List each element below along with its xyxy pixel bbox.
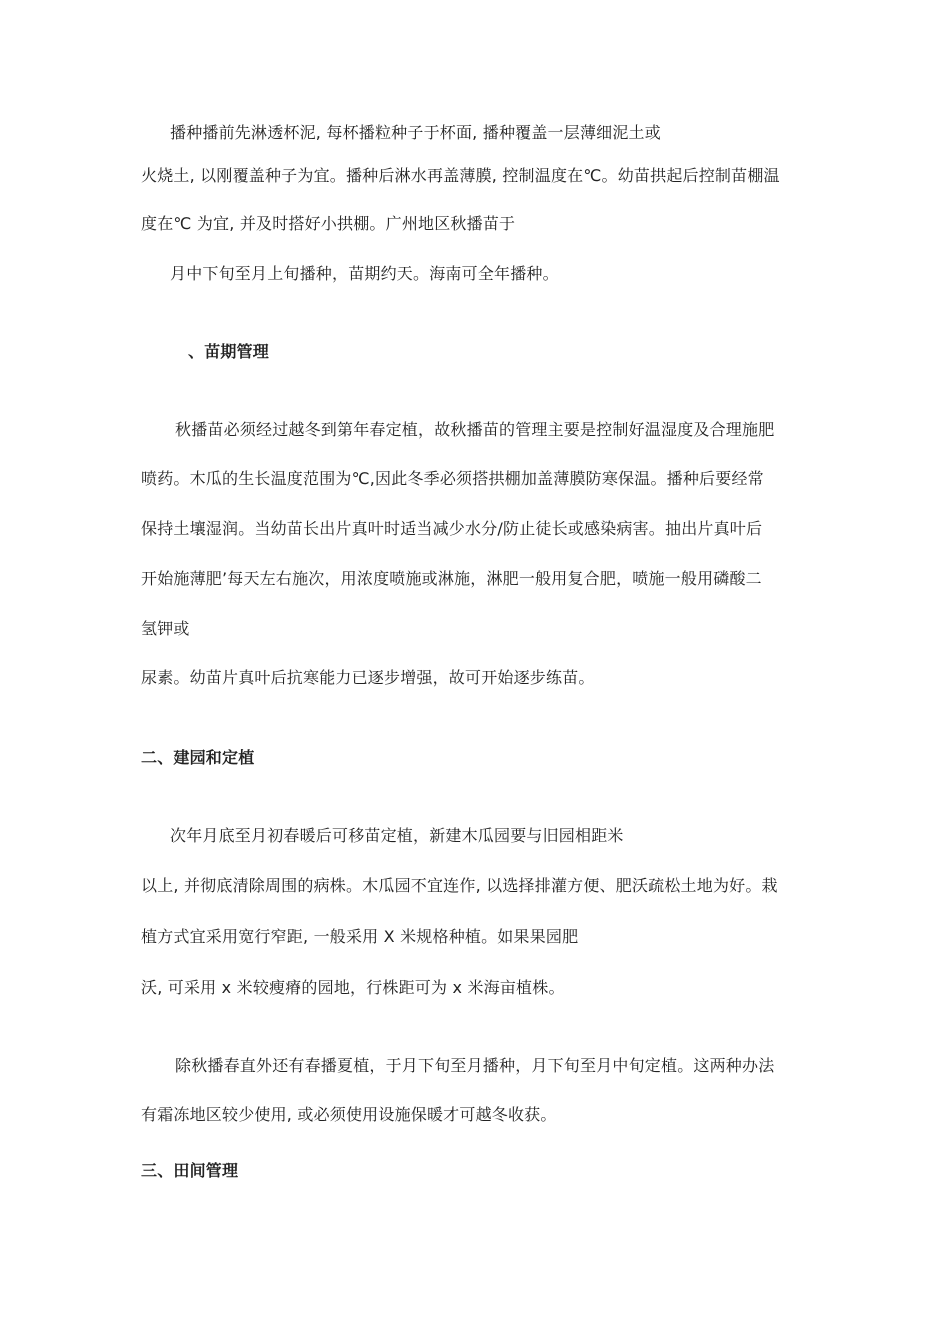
paragraph-line: 有霜冻地区较少使用, 或必须使用设施保暖才可越冬收获。 [141, 1105, 557, 1124]
paragraph-line: 氢钾或 [141, 619, 190, 638]
paragraph-line: 保持土壤湿润。当幼苗长出片真叶时适当减少水分/防止徒长或感染病害。抽出片真叶后 [141, 519, 763, 538]
paragraph-line: 植方式宜采用宽行窄距, 一般采用 X 米规格种植。如果果园肥 [141, 927, 579, 946]
paragraph-line: 月中下旬至月上旬播种，苗期约天。海南可全年播种。 [170, 264, 559, 283]
paragraph-line: 次年月底至月初春暖后可移苗定植，新建木瓜园要与旧园相距米 [170, 826, 624, 845]
paragraph-line: 沃, 可采用 x 米较瘦瘠的园地，行株距可为 x 米海亩植株。 [141, 978, 565, 997]
paragraph-line: 度在℃ 为宜, 并及时搭好小拱棚。广州地区秋播苗于 [141, 214, 516, 233]
paragraph-line: 开始施薄肥’每天左右施次，用浓度喷施或淋施，淋肥一般用复合肥，喷施一般用磷酸二 [141, 569, 762, 588]
section-heading: 三、田间管理 [141, 1161, 239, 1180]
paragraph-line: 火烧土, 以刚覆盖种子为宜。播种后淋水再盖薄膜, 控制温度在℃。幼苗拱起后控制苗棚温 [141, 166, 780, 185]
paragraph-line: 喷药。木瓜的生长温度范围为℃,因此冬季必须搭拱棚加盖薄膜防寒保温。播种后要经常 [141, 469, 764, 488]
paragraph-line: 秋播苗必须经过越冬到第年春定植，故秋播苗的管理主要是控制好温湿度及合理施肥 [175, 420, 775, 439]
paragraph-line: 播种播前先淋透杯泥, 每杯播粒种子于杯面, 播种覆盖一层薄细泥土或 [170, 123, 661, 142]
paragraph-line: 除秋播春直外还有春播夏植，于月下旬至月播种，月下旬至月中旬定植。这两种办法 [175, 1056, 775, 1075]
section-heading: 、苗期管理 [188, 342, 270, 361]
paragraph-line: 以上, 并彻底清除周围的病株。木瓜园不宜连作, 以选择排灌方便、肥沃疏松土地为好。栽 [141, 876, 778, 895]
paragraph-line: 尿素。幼苗片真叶后抗寒能力已逐步增强，故可开始逐步练苗。 [141, 668, 595, 687]
section-heading: 二、建园和定植 [141, 748, 255, 767]
